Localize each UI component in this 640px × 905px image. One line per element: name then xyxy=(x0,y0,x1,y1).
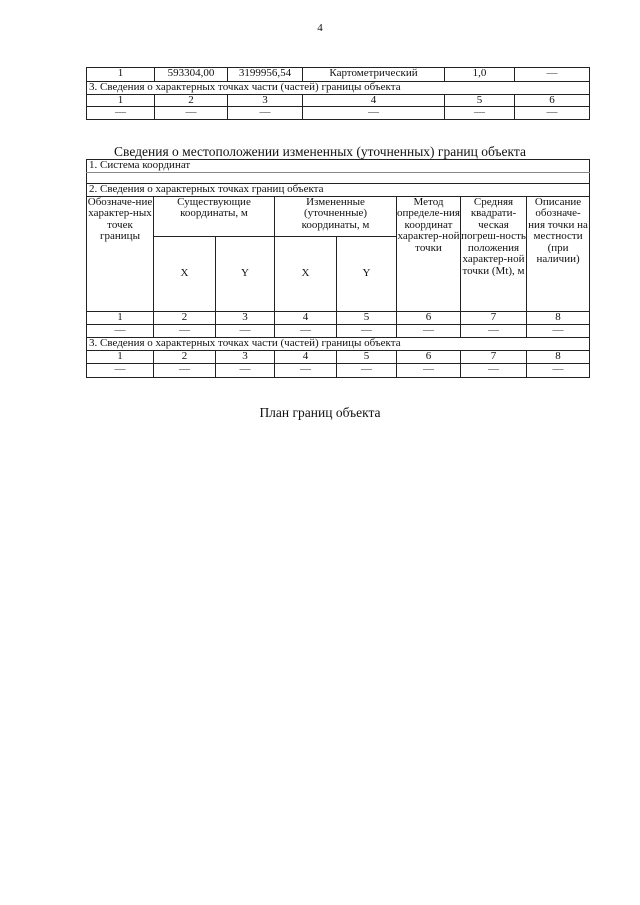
cell: 1 xyxy=(87,94,155,107)
cell: 6 xyxy=(515,94,590,107)
cell: 5 xyxy=(445,94,515,107)
cell: — xyxy=(445,107,515,120)
main-number-row xyxy=(87,311,590,324)
col-changed-header: Измененные (уточненные) координаты, м xyxy=(275,196,397,236)
cell: 3 xyxy=(216,350,275,363)
points-heading: 2. Сведения о характерных точках границ объекта xyxy=(87,183,590,196)
col-accuracy-header: Средняя квадрати-ческая погреш-ность положения характер-ной точки (Mt), м xyxy=(461,196,527,311)
y-changed-label: Y xyxy=(337,236,397,311)
cell: — xyxy=(337,363,397,377)
main-part-dash-row xyxy=(87,363,590,377)
cell: — xyxy=(154,324,216,337)
coord-system-value xyxy=(87,172,590,183)
cell: 4 xyxy=(303,94,445,107)
main-dash-row xyxy=(87,324,590,337)
cell: 5 xyxy=(337,350,397,363)
cell: — xyxy=(397,324,461,337)
cell: — xyxy=(154,363,216,377)
cell: 4 xyxy=(275,350,337,363)
cell: 4 xyxy=(275,311,337,324)
cell: — xyxy=(397,363,461,377)
top-table xyxy=(86,67,590,120)
cell: — xyxy=(337,324,397,337)
cell: 8 xyxy=(527,350,590,363)
cell: 3 xyxy=(216,311,275,324)
top-table-part-heading: 3. Сведения о характерных точках части (частей) границы объекта xyxy=(87,82,590,95)
cell: 2 xyxy=(154,350,216,363)
cell: Картометрический xyxy=(303,68,445,82)
cell: — xyxy=(303,107,445,120)
cell: 6 xyxy=(397,350,461,363)
cell: 1,0 xyxy=(445,68,515,82)
cell: 1 xyxy=(87,311,154,324)
cell: — xyxy=(228,107,303,120)
top-table-number-row xyxy=(87,94,590,107)
cell: — xyxy=(527,324,590,337)
cell: 1 xyxy=(87,350,154,363)
x-changed-label: X xyxy=(275,236,337,311)
cell: 7 xyxy=(461,350,527,363)
cell: 3 xyxy=(228,94,303,107)
col-method-header: Метод определе-ния координат характер-ной точки xyxy=(397,196,461,311)
cell: 2 xyxy=(155,94,228,107)
x-existing-label: X xyxy=(154,236,216,311)
cell: 5 xyxy=(337,311,397,324)
y-existing-label: Y xyxy=(216,236,275,311)
cell: — xyxy=(87,324,154,337)
top-table-dash-row xyxy=(87,107,590,120)
main-part-heading: 3. Сведения о характерных точках части (частей) границы объекта xyxy=(87,337,590,350)
cell: — xyxy=(155,107,228,120)
cell: — xyxy=(461,324,527,337)
cell: — xyxy=(87,107,155,120)
main-table xyxy=(86,159,590,378)
cell: 1 xyxy=(87,68,155,82)
cell: — xyxy=(461,363,527,377)
cell: — xyxy=(275,324,337,337)
cell: 7 xyxy=(461,311,527,324)
col-description-header: Описание обозначе-ния точки на местности (при наличии) xyxy=(527,196,590,311)
cell: 2 xyxy=(154,311,216,324)
col-designation-header: Обозначе-ние характер-ных точек границы xyxy=(87,196,154,311)
top-table-first-row xyxy=(87,68,590,82)
cell: 593304,00 xyxy=(155,68,228,82)
coord-system-label: 1. Система координат xyxy=(87,160,590,173)
cell: — xyxy=(515,107,590,120)
cell: — xyxy=(527,363,590,377)
section-title: Сведения о местоположении измененных (уточненных) границ объекта xyxy=(114,144,526,159)
cell: 8 xyxy=(527,311,590,324)
cell: — xyxy=(275,363,337,377)
page-number: 4 xyxy=(317,22,323,34)
cell: — xyxy=(216,363,275,377)
cell: — xyxy=(87,363,154,377)
cell: — xyxy=(216,324,275,337)
cell: 6 xyxy=(397,311,461,324)
main-part-number-row xyxy=(87,350,590,363)
plan-title: План границ объекта xyxy=(259,405,381,420)
cell: — xyxy=(515,68,590,82)
cell: 3199956,54 xyxy=(228,68,303,82)
col-existing-header: Существующие координаты, м xyxy=(154,196,275,236)
